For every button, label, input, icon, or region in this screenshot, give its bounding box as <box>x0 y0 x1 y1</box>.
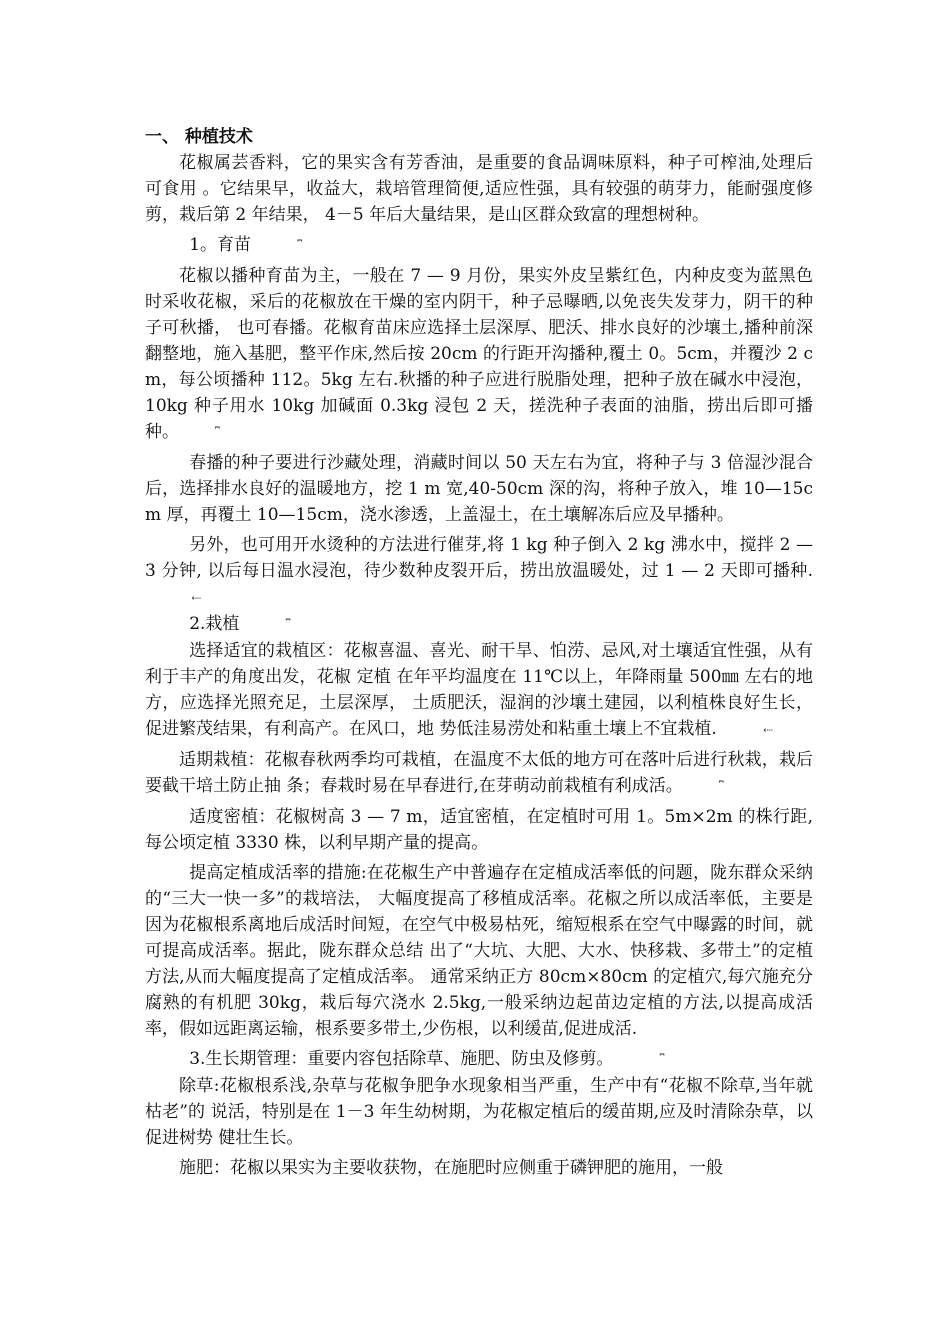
paragraph-mark-icon: ⎴ <box>285 618 291 632</box>
seedling-paragraph: 花椒以播种育苗为主，一般在 7 — 9 月份，果实外皮呈紫红色，内种皮变为蓝黑色时采收花椒，采后的花椒放在干燥的室内阴干，种子忌曝晒,以免丧失发芽力，阴干的种子可秋播， 也可春播。花椒育苗床应选择土层深厚、肥沃、排水良好的沙壤土,播种前深翻整地，施入基肥，整平作床,然后按 20cm 的行距开沟播种,覆土 0。5cm，并覆沙 2 cm，每公顷播种 112。5kg 左右.秋播的种子应进行脱脂处理，把种子放在碱水中浸泡，10kg 种子用水 10kg 加碱面 0.3kg 浸包 2 天，搓洗种子表面的油脂，捞出后即可播种。 ⎴ <box>145 263 813 446</box>
section-heading: 一、 种植技术 <box>145 127 253 147</box>
paragraph-mark-icon: ⎴ <box>718 780 724 794</box>
paragraph-mark-icon: ⇠ <box>191 591 202 605</box>
site-selection-paragraph: 选择适宜的栽植区：花椒喜温、喜光、耐干旱、怕涝、忌风,对土壤适宜性强，从有利于丰产的角度出发，花椒 定植 在年平均温度在 11℃以上，年降雨量 500㎜ 左右的地方，应选择光照充足，土层深厚， 土质肥沃，湿润的沙壤土建园，以利植株良好生长，促进繁茂结果，有利高产。在风口，地 势低洼易涝处和粘重土壤上不宜栽植. ⇠ <box>145 638 813 743</box>
density-paragraph: 适度密植：花椒树高 3 — 7 m，适宜密植，在定植时可用 1。5m×2m 的株行距,每公顷定植 3330 株，以利早期产量的提高。 <box>145 807 813 853</box>
timing-paragraph: 适期栽植：花椒春秋两季均可栽植，在温度不太低的地方可在落叶后进行秋栽，栽后要截干培土防止抽 条；春栽时易在早春进行,在芽萌动前栽植有利成活。 ⎴ <box>145 747 813 800</box>
paragraph-mark-icon: ⎴ <box>215 426 220 440</box>
intro-paragraph: 花椒属芸香料，它的果实含有芳香油，是重要的食品调味原料，种子可榨油,处理后可食用 。它结果早，收益大，栽培管理简便,适应性强，具有较强的萌芽力，能耐强度修剪，栽后第 2 年结果， 4－5 年后大量结果，是山区群众致富的理想树种。 <box>145 153 813 225</box>
paragraph-mark-icon: ⎴ <box>659 1053 665 1067</box>
spring-sowing-paragraph: 春播的种子要进行沙藏处理，消藏时间以 50 天左右为宜，将种子与 3 倍湿沙混合后，选择排水良好的温暖地方，挖 1 m 宽,40-50cm 深的沟，将种子放入，堆 10—15cm 厚，再覆土 10—15cm，浇水渗透，上盖湿土，在土壤解冻后应及早播种。 <box>145 453 813 525</box>
fertilizing-paragraph: 施肥：花椒以果实为主要收获物，在施肥时应侧重于磷钾肥的施用，一般 <box>179 1158 723 1178</box>
subheading-growth-management: 3.生长期管理：重要内容包括除草、施肥、防虫及修剪。 ⎴ <box>145 1046 813 1073</box>
subheading-seedling: 1。育苗 ⎴ <box>145 232 813 259</box>
weeding-paragraph: 除草:花椒根系浅,杂草与花椒争肥争水现象相当严重，生产中有“花椒不除草,当年就枯老”的 说活，特别是在 1－3 年生幼树期，为花椒定植后的缓苗期,应及时清除杂草，以促进树势 健壮生长。 <box>145 1076 813 1148</box>
survival-rate-paragraph: 提高定植成活率的措施:在花椒生产中普遍存在定植成活率低的问题，陇东群众采纳的“三大一快一多”的栽培法， 大幅度提高了移植成活率。花椒之所以成活率低，主要是因为花椒根系离地后成活时间短，在空气中极易枯死，缩短根系在空气中曝露的时间，就可提高成活率。据此，陇东群众总结 出了“大坑、大肥、大水、快移栽、多带土”的定植方法,从而大幅度提高了定植成活率。 通常采纳正方 80cm×80cm 的定植穴,每穴施充分腐熟的有机肥 30kg，栽后每穴浇水 2.5kg,一般采纳边起苗边定植的方法,以提高成活率，假如远距离运输，根系要多带土,少伤根，以利缓苗,促进成活. <box>145 863 813 1039</box>
paragraph-mark-icon: ⇠ <box>763 723 774 737</box>
paragraph-mark-icon: ⎴ <box>297 239 303 253</box>
subheading-planting: 2.栽植 ⎴ <box>145 611 813 638</box>
document-body <box>145 124 813 1181</box>
hot-water-paragraph: 另外，也可用开水烫种的方法进行催芽,将 1 kg 种子倒入 2 kg 沸水中，搅拌 2 — 3 分钟, 以后每日温水浸泡，待少数种皮裂开后，捞出放温暖处，过 1 — 2 天即可播种.⇠ <box>145 532 813 611</box>
